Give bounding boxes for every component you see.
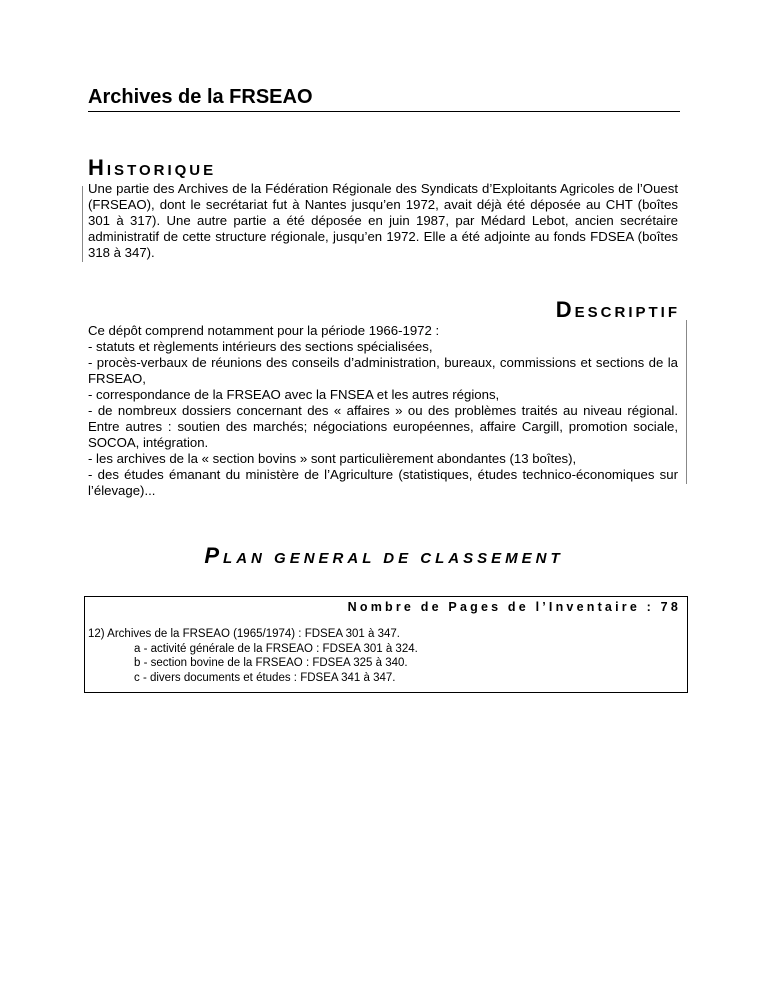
historique-margin-bar xyxy=(82,186,83,262)
toc-sub-entry: b - section bovine de la FRSEAO : FDSEA 325 à 340. xyxy=(134,657,408,669)
toc-list xyxy=(88,627,418,685)
pages-count-box xyxy=(84,596,688,615)
descriptif-line: - des études émanant du ministère de l’Agriculture (statistiques, études technico-économiques sur l’élevage)... xyxy=(88,467,678,498)
descriptif-list xyxy=(88,323,678,499)
plan-heading-cap: P xyxy=(204,543,224,568)
historique-heading xyxy=(88,157,216,182)
descriptif-line: - de nombreux dossiers concernant des « affaires » ou des problèmes traités au niveau régional. Entre autres : soutien des marchés; négociations européennes, affaire Cargill, promotion sociale, SOCOA, intégration. xyxy=(88,403,678,450)
historique-heading-cap: H xyxy=(88,155,107,180)
descriptif-heading-cap: D xyxy=(555,297,575,322)
toc-main-entry: 12) Archives de la FRSEAO (1965/1974) : FDSEA 301 à 347. xyxy=(88,628,400,640)
historique-paragraph: Une partie des Archives de la Fédération Régionale des Syndicats d’Exploitants Agricoles de l’Ouest (FRSEAO), dont le secrétariat fut à Nantes jusqu’en 1972, avait déjà été déposée au CHT (boîtes 301 à 317). Une autre partie a été déposée en juin 1987, par Médard Lebot, ancien secrétaire administratif de cette structure régionale, jusqu’en 1972. Elle a été adjointe au fonds FDSEA (boîtes 318 à 347). xyxy=(88,181,678,260)
historique-heading-rest: ISTORIQUE xyxy=(106,162,217,179)
descriptif-line: - les archives de la « section bovins » sont particulièrement abondantes (13 boîtes), xyxy=(88,451,577,466)
pages-count-label: Nombre de Pages de l’Inventaire : 78 xyxy=(347,600,681,614)
toc-sub-entry: a - activité générale de la FRSEAO : FDSEA 301 à 324. xyxy=(134,642,418,655)
descriptif-margin-bar xyxy=(686,320,687,484)
descriptif-heading-rest: ESCRIPTIF xyxy=(574,304,680,321)
descriptif-line: Ce dépôt comprend notamment pour la période 1966-1972 : xyxy=(88,323,440,338)
toc-sub-entry: c - divers documents et études : FDSEA 341 à 347. xyxy=(134,671,396,684)
document-title: Archives de la FRSEAO xyxy=(88,86,680,112)
plan-heading-rest: LAN GENERAL DE CLASSEMENT xyxy=(223,550,564,567)
descriptif-heading xyxy=(556,299,680,324)
plan-heading xyxy=(0,544,768,571)
descriptif-line: - statuts et règlements intérieurs des sections spécialisées, xyxy=(88,339,433,354)
descriptif-line: - correspondance de la FRSEAO avec la FNSEA et les autres régions, xyxy=(88,387,500,402)
descriptif-line: - procès-verbaux de réunions des conseils d’administration, bureaux, commissions et sections de la FRSEAO, xyxy=(88,355,678,386)
